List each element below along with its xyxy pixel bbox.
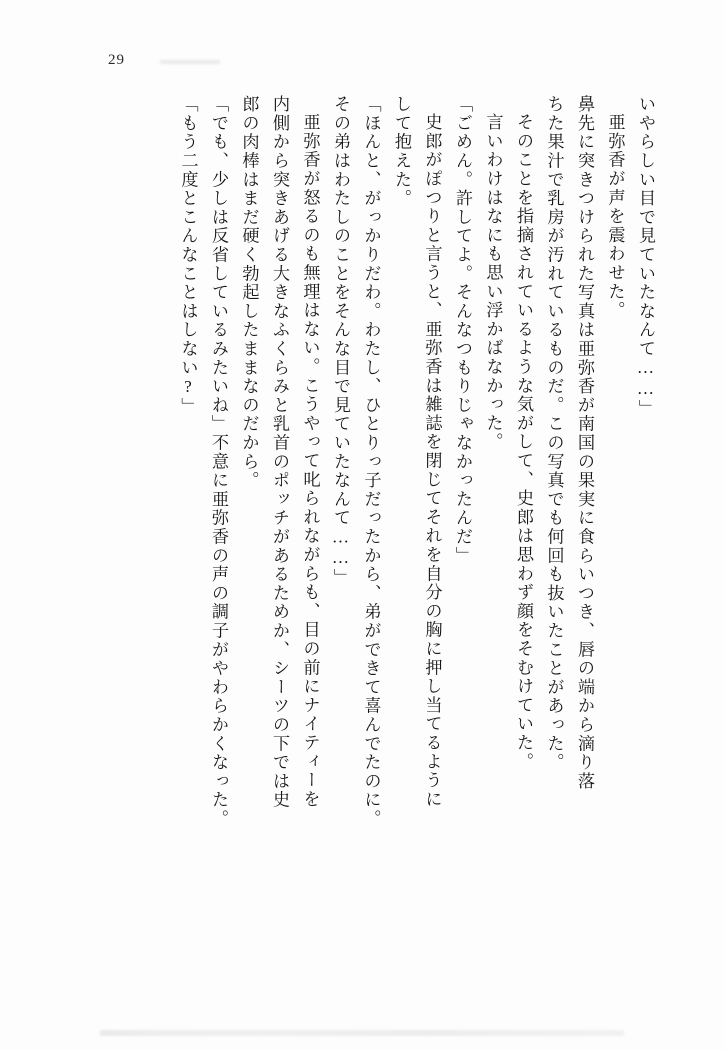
- text-line: そのことを指摘されているような気がして、史郎は思わず顔をそむけていた。: [514, 113, 533, 771]
- text-line: 「ほんと、がっかりだわ。わたし、ひとりっ子だったから、弟ができて喜んでたのに。: [361, 95, 381, 829]
- text-line: 亜弥香が声を震わせた。: [605, 113, 625, 320]
- text-line: 鼻先に突きつけられた写真は亜弥香が南国の果実に食らいつき、唇の端から滴り落: [575, 95, 594, 791]
- text-line: いやらしい目で見ていたなんて……」: [636, 95, 655, 419]
- text-line: 「もう二度とこんなことはしない?」: [178, 95, 198, 417]
- text-line: その弟はわたしのことをそんな目で見ていたなんて……」: [331, 95, 350, 588]
- page-footer-smudge: [100, 1030, 624, 1036]
- body-text-block: [74, 95, 654, 985]
- text-line: 郎の肉棒はまだ硬く勃起したままなのだから。: [239, 95, 259, 490]
- text-line: 言いわけはなにも思い浮かばなかった。: [483, 113, 503, 452]
- text-line: 「でも、少しは反省しているみたいね」不意に亜弥香の声の調子がやわらかくなった。: [209, 95, 228, 829]
- text-line: 史郎がぽつりと言うと、亜弥香は雑誌を閉じてそれを自分の胸に押し当てるように: [422, 113, 442, 809]
- text-line: して抱えた。: [392, 95, 411, 208]
- page-top-smudge: [160, 60, 220, 64]
- text-line: 「ごめん。許してよ。そんなつもりじゃなかったんだ」: [453, 95, 472, 565]
- text-line: 内側から突きあげる大きなふくらみと乳首のポッチがあるためか、シーツの下では史: [270, 95, 289, 810]
- text-line: 亜弥香が怒るのも無理はない。こうやって叱られながらも、目の前にナイティーを: [300, 113, 320, 809]
- page-number: 29: [108, 52, 125, 68]
- text-line: ちた果汁で乳房が汚れているものだ。この写真でも何回も抜いたことがあった。: [544, 95, 564, 772]
